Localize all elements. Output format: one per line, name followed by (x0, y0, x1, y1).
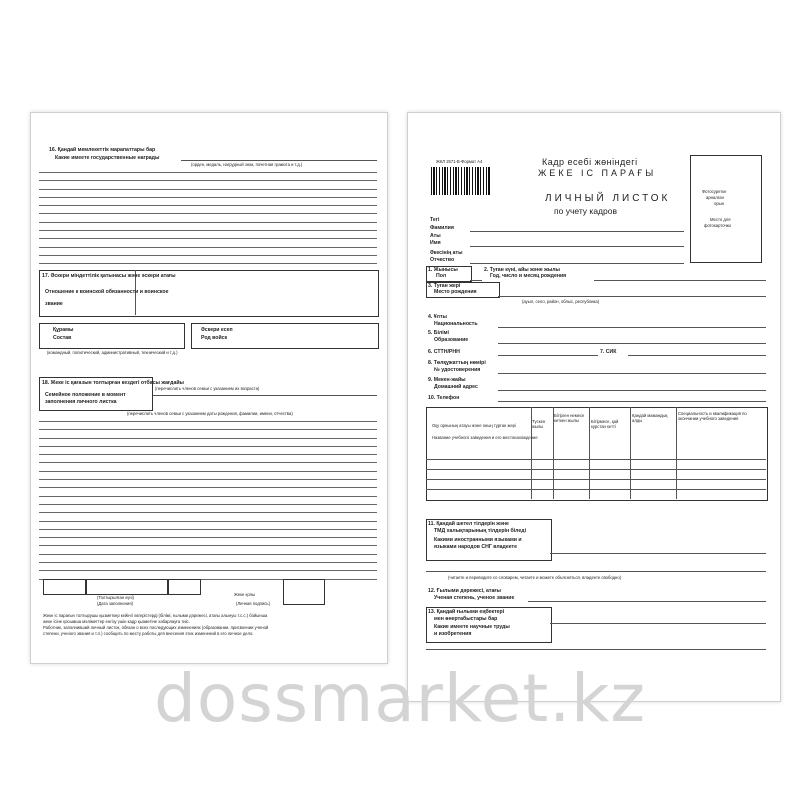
barcode-icon (431, 167, 491, 195)
nationality-label-ru: Национальность (434, 321, 478, 327)
nationality-field[interactable] (498, 327, 766, 328)
footer-kz-line2: жеке ісіне қосымша мәліметтер енгізу үшін кадр қызметіне хабарлауға тиіс. (43, 619, 190, 624)
barcode-label: ЖКЛ 2571-В-Формат А4 (436, 159, 483, 164)
table-header-grad-year: Бітірген немесе кеткен жылы (554, 413, 585, 423)
languages-label-ru2: языками народов СНГ владеете (434, 544, 517, 550)
address-label-kz: 9. Мекен-жайы (428, 377, 466, 383)
passport-label-ru: № удостоверения (434, 367, 481, 373)
footer-ru-line2: степени, ученого звания и т.п.) сообщить по месту работы для внесения этих изменений в его личное дело. (43, 631, 254, 636)
name-label-kz: Аты (430, 233, 441, 239)
works-label-kz2: мен өнертабыстары бар (434, 616, 498, 622)
photo-label-ru2: фотокарточки (704, 223, 731, 228)
education-field[interactable] (498, 343, 766, 344)
rank-label-ru: Состав (53, 335, 72, 341)
gender-label-ru: Пол (436, 273, 447, 279)
gender-label-kz: 1. Жынысы (428, 267, 458, 273)
table-header-specialty-kz: Қандай мамандық алды (632, 413, 668, 423)
languages-note: (читаете и переводите со словарем, читаете и можете объясняться, владеете свободно) (448, 575, 622, 580)
rank-label-kz: Құрамы (53, 327, 74, 333)
photo-label-kz3: орын (714, 201, 724, 206)
surname-label-ru: Фамилия (430, 225, 454, 231)
birthplace-note: (ауыл, село, район, облыс, республика) (522, 299, 600, 304)
date-field-day[interactable] (43, 579, 87, 595)
birthplace-label-ru: Место рождения (434, 289, 477, 295)
section-18-lines (39, 421, 377, 587)
date-field-month[interactable] (85, 579, 169, 595)
photo-label-kz1: Фотосуретке (702, 189, 727, 194)
birth-date-field[interactable] (594, 280, 766, 281)
section-16-label-ru: Какие имеете государственные награды (55, 155, 160, 161)
photo-label-kz2: арналған (706, 195, 724, 200)
rank-note: (командный, политический, административный, технический и т.д.) (47, 350, 178, 355)
personal-sheet-front-page (407, 112, 781, 702)
surname-field[interactable] (470, 231, 684, 232)
phone-field[interactable] (498, 401, 766, 402)
date-label-kz: (Толтырылған күні) (97, 595, 134, 600)
title-ru-line1: ЛИЧНЫЙ ЛИСТОК (545, 193, 671, 204)
section-16-label-kz: 16. Қандай мемлекеттік марапаттары бар (49, 147, 156, 153)
title-ru-line2: по учету кадров (554, 206, 617, 216)
patronymic-label-ru: Отчество (430, 257, 455, 263)
works-label-ru1: Какие имеете научные труды (434, 624, 510, 630)
section-17-label-ru1: Отношение к воинской обязанности и воинское (45, 289, 169, 295)
birth-date-label-ru: Год, число и месяц рождения (490, 273, 567, 279)
section-18-label-kz: 18. Жеке іс қағазын толтырған кездегі отбасы жағдайы (42, 380, 184, 386)
patronymic-label-kz: Әкесінің аты (430, 250, 463, 256)
signature-label-ru: (Личная подпись) (236, 601, 270, 606)
section-18-label-ru2: заполнения личного листка (45, 399, 117, 405)
section-17-label-ru2: звание (45, 301, 63, 307)
table-header-specialty-ru: Специальность и квалификация по окончании учебного заведения (678, 411, 747, 421)
birth-date-label-kz: 2. Туған күні, айы және жылы (484, 267, 560, 273)
vus-label-kz: Әскери есеп (201, 327, 233, 333)
degree-field[interactable] (528, 601, 766, 602)
tin-field[interactable] (498, 355, 598, 356)
table-header-enroll-year: Түскен жылы (532, 419, 546, 429)
photo-label-ru1: Место для (710, 217, 731, 222)
languages-field[interactable] (550, 553, 766, 554)
passport-field[interactable] (498, 373, 766, 374)
section-17-label-kz: 17. Әскери міндеттілік қатынасы және әскери атағы (42, 273, 176, 279)
surname-label-kz: Тегі (430, 217, 440, 223)
languages-label-ru1: Какими иностранными языками и (434, 537, 522, 543)
table-header-institution-kz: Оқу орнының атауы және оның тұрған жері (432, 423, 516, 428)
sic-label: 7. СИК (600, 349, 617, 355)
gender-field[interactable] (470, 280, 482, 281)
title-kz-line1: Кадр есебі жөніндегі (542, 157, 638, 167)
passport-label-kz: 8. Төлқұжаттың нөмірі (428, 360, 486, 366)
title-kz-line2: ЖЕКЕ ІС ПАРАҒЫ (538, 168, 657, 178)
section-18-note: (перечислить членов семьи с указанием их возраста) (155, 386, 260, 391)
birthplace-field[interactable] (498, 296, 766, 297)
table-header-institution-ru: Название учебного заведения и его местонахождение (432, 435, 538, 440)
name-field[interactable] (470, 246, 684, 247)
phone-label: 10. Телефон (428, 395, 460, 401)
section-16-lines (39, 172, 377, 272)
section-18-note2: (перечислить членов семьи с указанием даты рождения, фамилии, имени, отчества) (127, 411, 293, 416)
works-label-kz1: 13. Қандай ғылыми еңбектері (428, 609, 505, 615)
sic-field[interactable] (628, 355, 766, 356)
date-field-year[interactable] (167, 579, 201, 595)
footer-kz-line1: Жеке іс парағын толтырушы қызметкер кейінгі өзгерістерді (білімі, ғылыми дәрежесі, атағы алынуы т.с.с.) бойынша (43, 613, 268, 618)
name-label-ru: Имя (430, 240, 441, 246)
patronymic-field[interactable] (470, 263, 684, 264)
watermark-text: dossmarket.kz (153, 660, 647, 737)
table-header-left-course: Бітірмесе, қай курстан кетті (591, 419, 619, 429)
degree-label-kz: 12. Ғылыми дәрежесі, атағы (428, 588, 501, 594)
photo-placeholder (690, 155, 762, 263)
footer-ru-line1: Работник, заполнивший личный листок, обязан о всех последующих изменениях (образовании, присвоении ученой (43, 625, 269, 630)
date-label-ru: (Дата заполнения) (97, 601, 133, 606)
signature-label-kz: Жеке қолы (234, 592, 256, 597)
birthplace-label-kz: 3. Туған жері (428, 283, 461, 289)
languages-label-kz1: 11. Қандай шетел тілдерін және (428, 521, 509, 527)
personal-sheet-back-page (30, 112, 388, 664)
tin-label: 6. СТТН/РНН (428, 349, 460, 355)
works-field[interactable] (550, 623, 766, 624)
address-field[interactable] (498, 390, 766, 391)
vus-label-ru: Род войск (201, 335, 228, 341)
degree-label-ru: Ученая степень, ученое звание (434, 595, 515, 601)
languages-label-kz2: ТМД халықтарының тілдерін біледі (434, 528, 527, 534)
address-label-ru: Домашний адрес (434, 384, 478, 390)
education-label-kz: 5. Білімі (428, 330, 449, 336)
section-16-note: (орден, медаль, нагрудный знак, почетная грамота и т.д.) (191, 162, 303, 167)
section-18-label-ru1: Семейное положение в момент (45, 392, 126, 398)
signature-box[interactable] (283, 579, 325, 605)
works-label-ru2: и изобретения (434, 631, 472, 637)
nationality-label-kz: 4. Ұлты (428, 314, 447, 320)
education-label-ru: Образование (434, 337, 469, 343)
